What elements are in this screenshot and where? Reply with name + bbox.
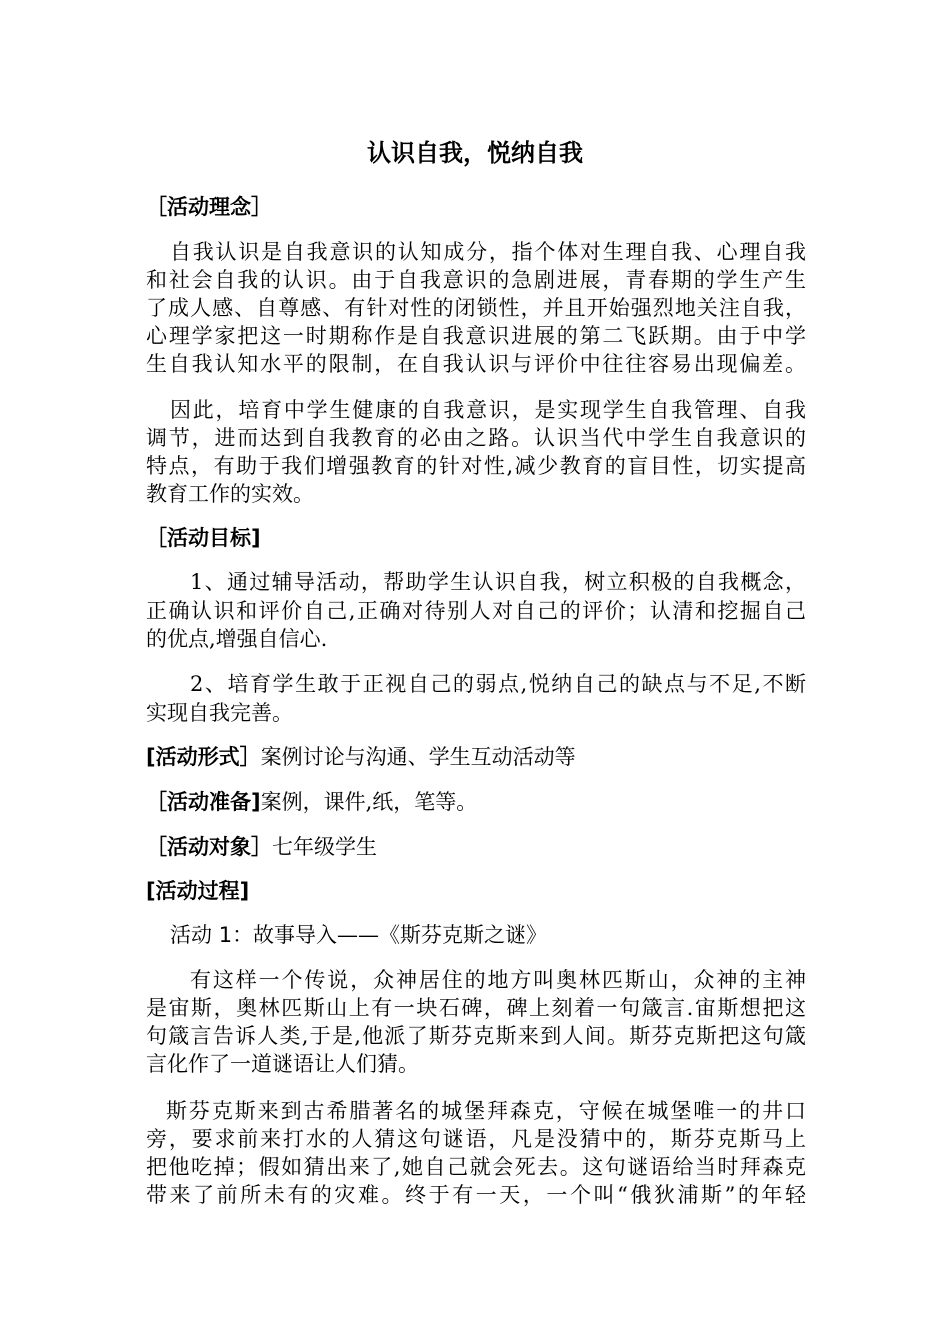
concept-p2-line-2: 调节，进而达到自我教育的必由之路。认识当代中学生自我意识的 xyxy=(146,426,806,450)
form-row xyxy=(146,743,806,772)
goal-2-line-2: 实现自我完善。 xyxy=(146,701,293,725)
concept-p2-line-4: 教育工作的实效。 xyxy=(146,482,314,506)
story-p2-line-2: 旁，要求前来打水的人猜这句谜语，凡是没猜中的，斯芬克斯马上 xyxy=(146,1127,806,1151)
section-heading-process: [活动过程] xyxy=(146,879,250,903)
story-p1-line-4: 言化作了一道谜语让人们猜。 xyxy=(146,1052,419,1076)
document-title: 认识自我，悦纳自我 xyxy=(367,139,583,167)
concept-p1-line-4: 心理学家把这一时期称作是自我意识进展的第二飞跃期。由于中学 xyxy=(146,324,806,348)
goal-1-line-2: 正确认识和评价自己,正确对待别人对自己的评价；认清和挖掘自己 xyxy=(146,599,806,623)
story-p2-line-1: 斯芬克斯来到古希腊著名的城堡拜森克，守候在城堡唯一的井口 xyxy=(166,1099,806,1123)
prep-row xyxy=(146,788,806,817)
section-heading-goals: ［活动目标] xyxy=(146,526,261,550)
story-p2-line-3: 把他吃掉；假如猜出来了,她自己就会死去。这句谜语给当时拜森克 xyxy=(146,1155,806,1179)
section-heading-concept: ［活动理念］ xyxy=(146,195,272,219)
story-p1-line-3: 句箴言告诉人类,于是,他派了斯芬克斯来到人间。斯芬克斯把这句箴 xyxy=(146,1024,806,1048)
concept-p1-line-2: 和社会自我的认识。由于自我意识的急剧进展，青春期的学生产生 xyxy=(146,268,806,292)
form-label: [活动形式］ xyxy=(146,745,261,769)
activity-1-prefix: 活动 xyxy=(170,923,219,947)
activity-1-number: 1 xyxy=(218,923,233,947)
prep-label: ［活动准备] xyxy=(146,790,261,814)
target-row xyxy=(146,833,806,862)
concept-p2-line-1: 因此，培育中学生健康的自我意识，是实现学生自我管理、自我 xyxy=(170,398,806,422)
activity-1-title: ：故事导入——《斯芬克斯之谜》 xyxy=(232,923,548,947)
goal-2-line-1: 2、培育学生敢于正视自己的弱点,悦纳自己的缺点与不足,不断 xyxy=(190,672,806,696)
concept-p1-line-1: 自我认识是自我意识的认知成分，指个体对生理自我、心理自我 xyxy=(170,240,806,264)
story-p2-line-4: 带来了前所未有的灾难。终于有一天，一个叫“俄狄浦斯”的年轻 xyxy=(146,1183,806,1207)
goal-1-line-1: 1、通过辅导活动，帮助学生认识自我，树立积极的自我概念， xyxy=(190,570,806,594)
concept-p1-line-5: 生自我认知水平的限制，在自我认识与评价中往往容易出现偏差。 xyxy=(146,352,806,376)
activity-1-label xyxy=(170,921,830,950)
target-value: 七年级学生 xyxy=(272,835,377,859)
concept-p2-line-3: 特点，有助于我们增强教育的针对性,减少教育的盲目性，切实提高 xyxy=(146,454,806,478)
goal-1-line-3: 的优点,增强自信心. xyxy=(146,627,328,651)
target-label: ［活动对象］ xyxy=(146,835,272,859)
concept-p1-line-3: 了成人感、自尊感、有针对性的闭锁性，并且开始强烈地关注自我， xyxy=(146,296,806,320)
story-p1-line-2: 是宙斯，奥林匹斯山上有一块石碑，碑上刻着一句箴言.宙斯想把这 xyxy=(146,996,806,1020)
prep-value: 案例，课件,纸，笔等。 xyxy=(260,790,478,814)
form-value: 案例讨论与沟通、学生互动活动等 xyxy=(260,745,576,769)
story-p1-line-1: 有这样一个传说，众神居住的地方叫奥林匹斯山，众神的主神 xyxy=(190,968,806,992)
